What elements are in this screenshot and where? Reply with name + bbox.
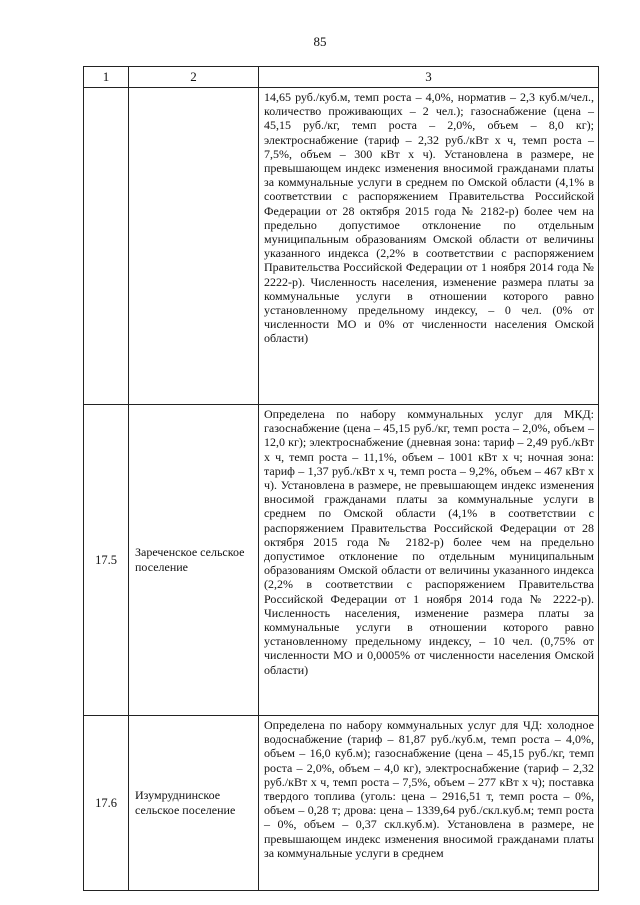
header-col-2: 2 bbox=[129, 67, 259, 88]
row-number: 17.6 bbox=[84, 716, 129, 891]
header-col-1: 1 bbox=[84, 67, 129, 88]
table-row bbox=[84, 405, 599, 716]
municipality-name: Изумруднинское сельское поселение bbox=[129, 716, 259, 891]
table-row bbox=[84, 88, 599, 405]
row-number: 17.5 bbox=[84, 405, 129, 716]
utility-payment-table bbox=[83, 66, 599, 891]
row-number bbox=[84, 88, 129, 405]
municipality-name: Зареченское сельское поселение bbox=[129, 405, 259, 716]
header-col-3: 3 bbox=[259, 67, 599, 88]
table-row bbox=[84, 716, 599, 891]
row-description: 14,65 руб./куб.м, темп роста – 4,0%, норматив – 2,3 куб.м/чел., количество проживающих – 2 чел.); газоснабжение (цена – 45,15 руб./кг, темп роста – 2,0%, объем – 8,0 кг); электроснабжение (тариф – 2,32 руб./кВт х ч, темп роста – 7,5%, объем – 300 кВт х ч). Установлена в размере, не превышающем индекс изменения вносимой гражданами платы за коммунальные услуги в среднем по Омской области (4,1% в соответствии с распоряжением Правительства Российской Федерации от 28 октября 2015 года № 2182-р) более чем на предельно допустимое отклонение по отдельным муниципальным образованиям Омской области от величины указанного индекса (2,2% в соответствии с распоряжением Правительства Российской Федерации от 1 ноября 2014 года № 2222-р). Численность населения, изменение размера платы за коммунальные услуги в отношении которого равно установленному предельному индексу, – 0 чел. (0% от численности МО и 0% от численности населения Омской области) bbox=[259, 88, 599, 405]
row-description: Определена по набору коммунальных услуг для ЧД: холодное водоснабжение (тариф – 81,87 руб./куб.м, темп роста – 4,0%, объем – 16,0 куб.м); газоснабжение (цена – 45,15 руб./кг, темп роста – 2,0%, объем – 4,0 кг), электроснабжение (тариф – 2,32 руб./кВт х ч, темп роста – 7,5%, объем – 277 кВт х ч); поставка твердого топлива (уголь: цена – 2916,51 т, темп роста – 0%, объем – 0,28 т; дрова: цена – 1339,64 руб./скл.куб.м; темп роста – 0%, объем – 0,37 скл.куб.м). Установлена в размере, не превышающем индекс изменения вносимой гражданами платы за коммунальные услуги в среднем bbox=[259, 716, 599, 891]
municipality-name bbox=[129, 88, 259, 405]
page-number: 85 bbox=[313, 34, 327, 49]
row-description: Определена по набору коммунальных услуг для МКД: газоснабжение (цена – 45,15 руб./кг, темп роста – 2,0%, объем – 12,0 кг); электроснабжение (дневная зона: тариф – 2,49 руб./кВт х ч, темп роста – 11,1%, объем – 1001 кВт х ч; ночная зона: тариф – 1,37 руб./кВт х ч, темп роста – 9,2%, объем – 467 кВт х ч). Установлена в размере, не превышающем индекс изменения вносимой гражданами платы за коммунальные услуги в среднем по Омской области (4,1% в соответствии с распоряжением Правительства Российской Федерации от 28 октября 2015 года № 2182-р) более чем на предельно допустимое отклонение по отдельным муниципальным образованиям Омской области от величины указанного индекса (2,2% в соответствии с распоряжением Правительства Российской Федерации от 1 ноября 2014 года № 2222-р). Численность населения, изменение размера платы за коммунальные услуги в отношении которого равно установленному предельному индексу, – 10 чел. (0,75% от численности МО и 0,0005% от численности населения Омской области) bbox=[259, 405, 599, 716]
table-header-row bbox=[84, 67, 599, 88]
